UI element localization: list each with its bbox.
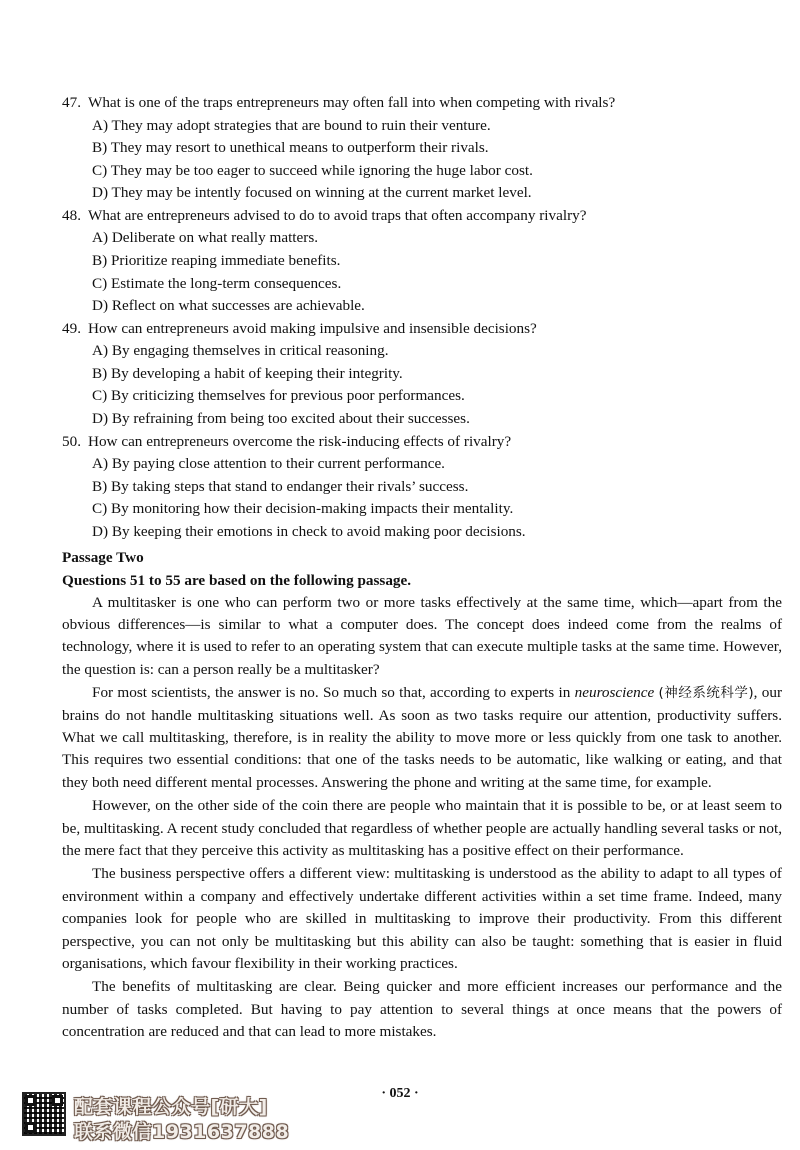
promo-line-1: 配套课程公众号[研大]	[74, 1096, 268, 1118]
question-stem	[62, 205, 782, 228]
option-a: A) Deliberate on what really matters.	[92, 229, 319, 247]
option-c: C) By criticizing themselves for previous poor performances.	[92, 387, 465, 405]
page-content	[62, 92, 782, 1044]
paragraph-4: The business perspective offers a different view: multitasking is understood as the ability to adapt to all types of environment within a company and effectively undertake different activities within a set time frame. Indeed, many companies look for people who are skilled in multitasking to improve their productivity. From this different perspective, you can not only be multitasking but this ability can also be taught: something that is easier in fluid organisations, which favour flexibility in their working practices.	[62, 865, 782, 972]
paragraph-1: A multitasker is one who can perform two or more tasks effectively at the same time, which—apart from the obvious differences—is similar to what a computer does. The concept does indeed come from the realms of technology, where it is used to refer to an operating system that can execute multiple tasks at the same time. However, the question is: can a person really be a multitasker?	[62, 593, 782, 678]
paragraph-2-start: For most scientists, the answer is no. So much so that, according to experts in	[92, 684, 575, 702]
option-b: B) By developing a habit of keeping their integrity.	[92, 364, 403, 382]
option-c: C) Estimate the long-term consequences.	[92, 274, 342, 292]
chinese-gloss: (神经系统科学)	[658, 685, 754, 702]
question-stem	[62, 318, 782, 341]
paragraph-5: The benefits of multitasking are clear. Being quicker and more efficient increases our performance and the number of tasks completed. But having to pay attention to several things at once means that the powers of concentration are reduced and that can lead to more mistakes.	[62, 978, 782, 1041]
promo-line-2: 联系微信1931637888	[74, 1121, 290, 1143]
option-b: B) By taking steps that stand to endanger their rivals’ success.	[92, 477, 469, 495]
qr-finder-icon	[25, 1122, 36, 1133]
promo-watermark	[22, 1092, 322, 1142]
option-c: C) They may be too eager to succeed while ignoring the huge labor cost.	[92, 161, 533, 179]
option-c: C) By monitoring how their decision-making impacts their mentality.	[92, 500, 514, 518]
option-b: B) They may resort to unethical means to outperform their rivals.	[92, 139, 489, 157]
question-48	[62, 205, 782, 318]
option-d: D) Reflect on what successes are achievable.	[92, 297, 365, 315]
option-a: A) By paying close attention to their current performance.	[92, 455, 445, 473]
qr-code-icon	[22, 1092, 66, 1136]
passage-title: Passage Two	[62, 548, 144, 566]
question-stem	[62, 92, 782, 115]
paragraph-2-rest: , our brains do not handle multitasking situations well. As soon as two tasks require our attention, productivity suffers. What we call multitasking, therefore, is in reality the ability to move more or less quickly from one task to another. This requires two essential conditions: that one of the tasks needs to be automatic, like walking or eating, and that they both need different mental processes. Answering the phone and writing at the same time, for example.	[62, 684, 783, 791]
option-d: D) By keeping their emotions in check to avoid making poor decisions.	[92, 522, 526, 540]
question-number: 50.	[62, 432, 81, 450]
question-number: 48.	[62, 206, 81, 224]
page-number: · 052 ·	[381, 1086, 419, 1101]
question-50	[62, 431, 782, 544]
question-text: What are entrepreneurs advised to do to avoid traps that often accompany rivalry?	[88, 206, 587, 224]
paragraph-3: However, on the other side of the coin there are people who maintain that it is possible to be, or at least seem to be, multitasking. A recent study concluded that regardless of whether people are actually handling several tasks or not, the mere fact that they perceive this activity as multitasking has a positive effect on their performance.	[62, 797, 782, 859]
question-number: 47.	[62, 94, 81, 111]
option-a: A) They may adopt strategies that are bound to ruin their venture.	[92, 116, 491, 134]
question-number: 49.	[62, 319, 81, 337]
option-a: A) By engaging themselves in critical reasoning.	[92, 342, 389, 360]
question-text: How can entrepreneurs overcome the risk-inducing effects of rivalry?	[88, 432, 512, 450]
option-d: D) They may be intently focused on winning at the current market level.	[92, 184, 532, 202]
paragraph-2	[62, 682, 782, 794]
question-49	[62, 318, 782, 431]
question-text: What is one of the traps entrepreneurs may often fall into when competing with rivals?	[88, 94, 616, 111]
qr-finder-icon	[25, 1095, 36, 1106]
question-stem	[62, 431, 782, 454]
question-text: How can entrepreneurs avoid making impulsive and insensible decisions?	[88, 319, 537, 337]
option-b: B) Prioritize reaping immediate benefits.	[92, 251, 341, 269]
glossed-term: neuroscience	[574, 684, 655, 702]
option-d: D) By refraining from being too excited about their successes.	[92, 410, 470, 428]
question-47	[62, 92, 782, 205]
qr-finder-icon	[52, 1095, 63, 1106]
passage-instruction: Questions 51 to 55 are based on the following passage.	[62, 571, 412, 589]
